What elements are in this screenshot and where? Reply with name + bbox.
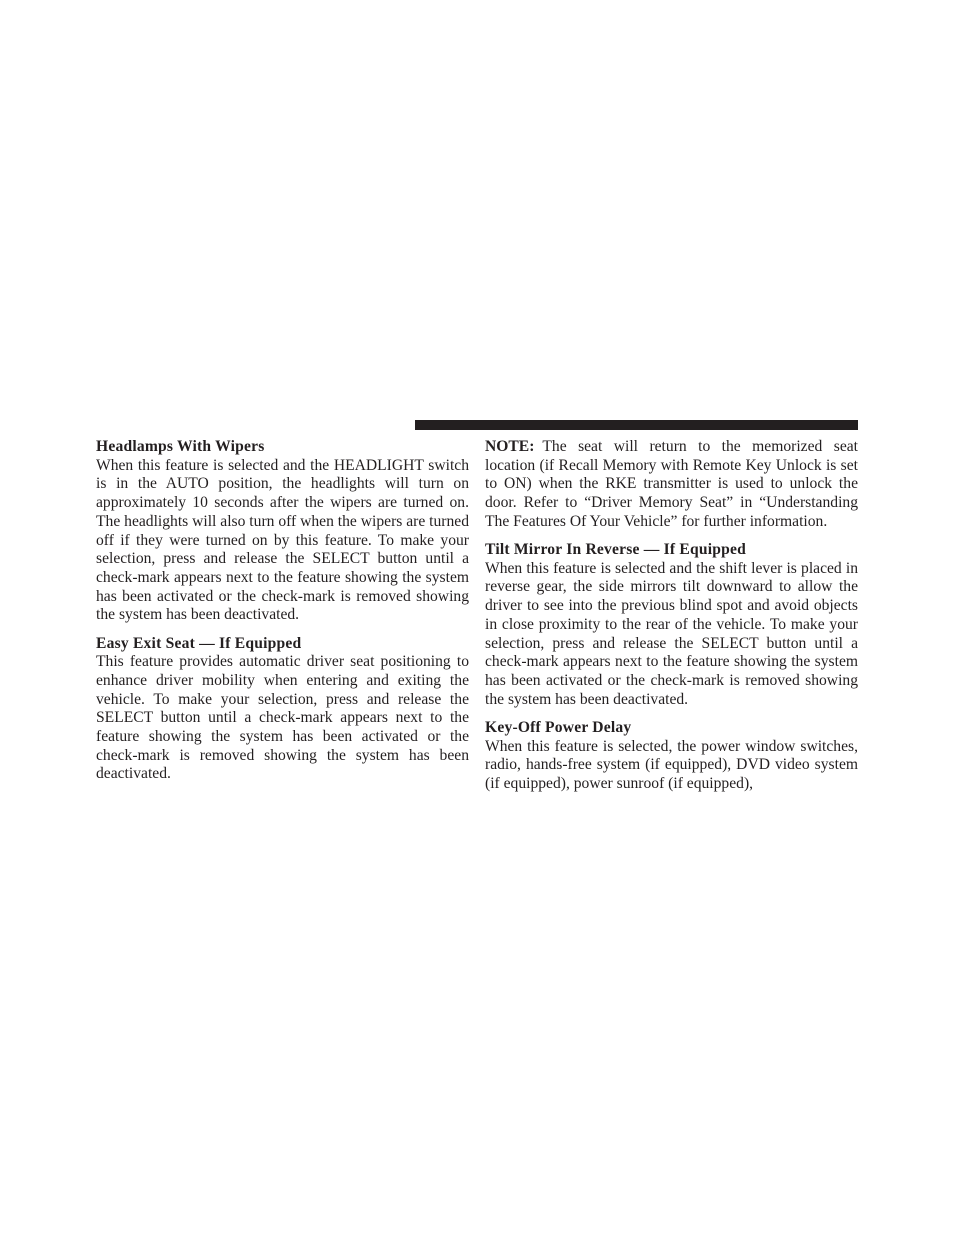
left-column xyxy=(96,438,469,794)
section-body: When this feature is selected, the power window switches, radio, hands-free system (if equipped), DVD video system (if equipped), power sunroof (if equipped), xyxy=(485,737,858,792)
note-body: The seat will return to the memorized seat location (if Recall Memory with Remote Key Unlock is set to ON) when the RKE transmitter is used to unlock the door. Refer to “Driver Memory Seat” in “Understanding The Features Of Your Vehicle” for further information. xyxy=(485,438,858,530)
section-heading: Tilt Mirror In Reverse — If Equipped xyxy=(485,541,747,559)
note-paragraph xyxy=(485,438,858,532)
section-body: When this feature is selected and the HEADLIGHT switch is in the AUTO position, the headlights will turn on approximately 10 seconds after the wipers are turned on. The headlights will also turn off when the wipers are turned off if they were turned on by this feature. To make your selection, press and release the SELECT button until a check-mark appears next to the feature showing the system has been activated or the check-mark is removed showing the system has been deactivated. xyxy=(96,456,469,624)
section-body: When this feature is selected and the shift lever is placed in reverse gear, the side mirrors tilt downward to allow the driver to see into the previous blind spot and avoid objects in close proximity to the rear of the vehicle. To make your selection, press and release the SELECT button until a check-mark appears next to the feature showing the system has been activated or the check-mark is removed showing the system has been deactivated. xyxy=(485,559,858,708)
right-column xyxy=(485,438,858,803)
section-heading: Easy Exit Seat — If Equipped xyxy=(96,634,302,652)
section-headlamps-with-wipers xyxy=(96,438,469,625)
section-heading: Headlamps With Wipers xyxy=(96,438,265,455)
header-rule xyxy=(415,420,858,430)
section-heading: Key-Off Power Delay xyxy=(485,718,632,736)
note-label: NOTE: xyxy=(485,438,535,455)
section-easy-exit-seat xyxy=(96,635,469,785)
note-block xyxy=(485,438,858,532)
section-key-off-power-delay xyxy=(485,719,858,794)
section-tilt-mirror-in-reverse xyxy=(485,541,858,709)
section-body: This feature provides automatic driver seat positioning to enhance driver mobility when entering and exiting the vehicle. To make your selection, press and release the SELECT button until a check-mark appears next to the feature showing the system has been activated or the check-mark is removed showing the system has been deactivated. xyxy=(96,653,469,783)
